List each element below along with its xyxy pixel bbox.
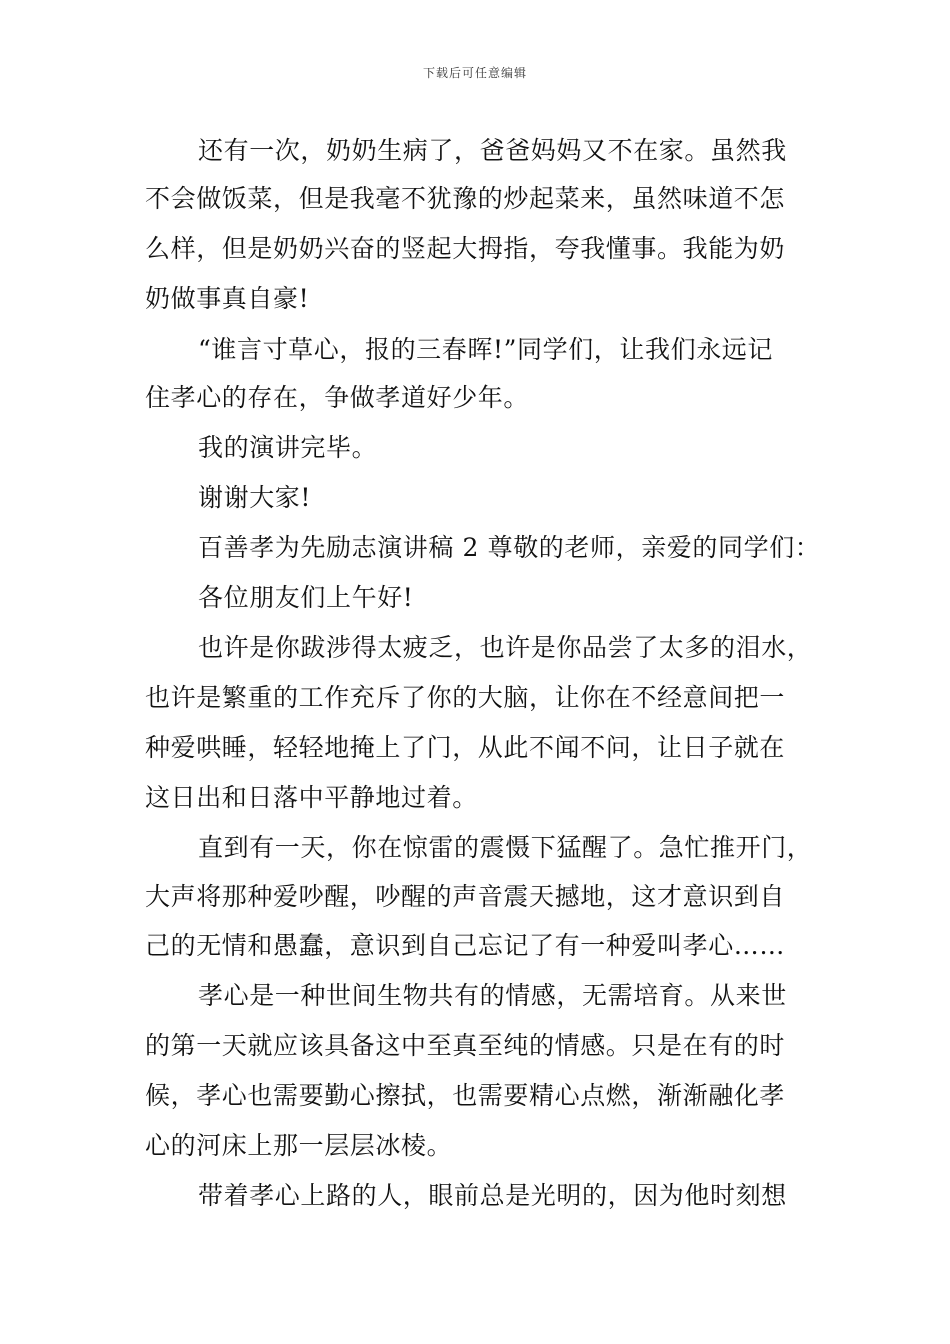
- text-line: 带着孝心上路的人，眼前总是光明的，因为他时刻想: [198, 1181, 787, 1210]
- text-line: 住孝心的存在，争做孝道好少年。: [145, 383, 530, 412]
- text-line: 己的无情和愚蠢，意识到自己忘记了有一种爱叫孝心……: [145, 931, 786, 960]
- text-line: 也许是繁重的工作充斥了你的大脑，让你在不经意间把一: [145, 683, 786, 712]
- text-line: 各位朋友们上午好!: [198, 583, 414, 612]
- text-line: 不会做饭菜，但是我毫不犹豫的炒起菜来，虽然味道不怎: [145, 184, 786, 213]
- text-line: 直到有一天，你在惊雷的震慑下猛醒了。急忙推开门，: [198, 833, 813, 862]
- text-line: “谁言寸草心，报的三春晖!”同学们，让我们永远记: [198, 335, 774, 364]
- text-line: 心的河床上那一层层冰棱。: [145, 1131, 453, 1160]
- text-line: 还有一次，奶奶生病了，爸爸妈妈又不在家。虽然我: [198, 136, 787, 165]
- text-line: 的第一天就应该具备这中至真至纯的情感。只是在有的时: [145, 1031, 786, 1060]
- text-line: 大声将那种爱吵醒，吵醒的声音震天撼地，这才意识到自: [145, 882, 786, 911]
- text-line: 候，孝心也需要勤心擦拭，也需要精心点燃，渐渐融化孝: [145, 1081, 786, 1110]
- text-line: 种爱哄睡，轻轻地掩上了门，从此不闻不问，让日子就在: [145, 733, 786, 762]
- text-line: 奶做事真自豪!: [145, 284, 310, 313]
- text-line: 谢谢大家!: [198, 483, 312, 512]
- text-line: 么样，但是奶奶兴奋的竖起大拇指，夸我懂事。我能为奶: [145, 234, 786, 263]
- text-line: 这日出和日落中平静地过着。: [145, 783, 478, 812]
- text-line: 百善孝为先励志演讲稿 2 尊敬的老师，亲爱的同学们：: [198, 533, 821, 562]
- text-line: 孝心是一种世间生物共有的情感，无需培育。从来世: [198, 981, 787, 1010]
- page-header: 下载后可任意编辑: [422, 66, 527, 80]
- text-line: 也许是你跋涉得太疲乏，也许是你品尝了太多的泪水，: [198, 633, 813, 662]
- text-line: 我的演讲完毕。: [198, 433, 378, 462]
